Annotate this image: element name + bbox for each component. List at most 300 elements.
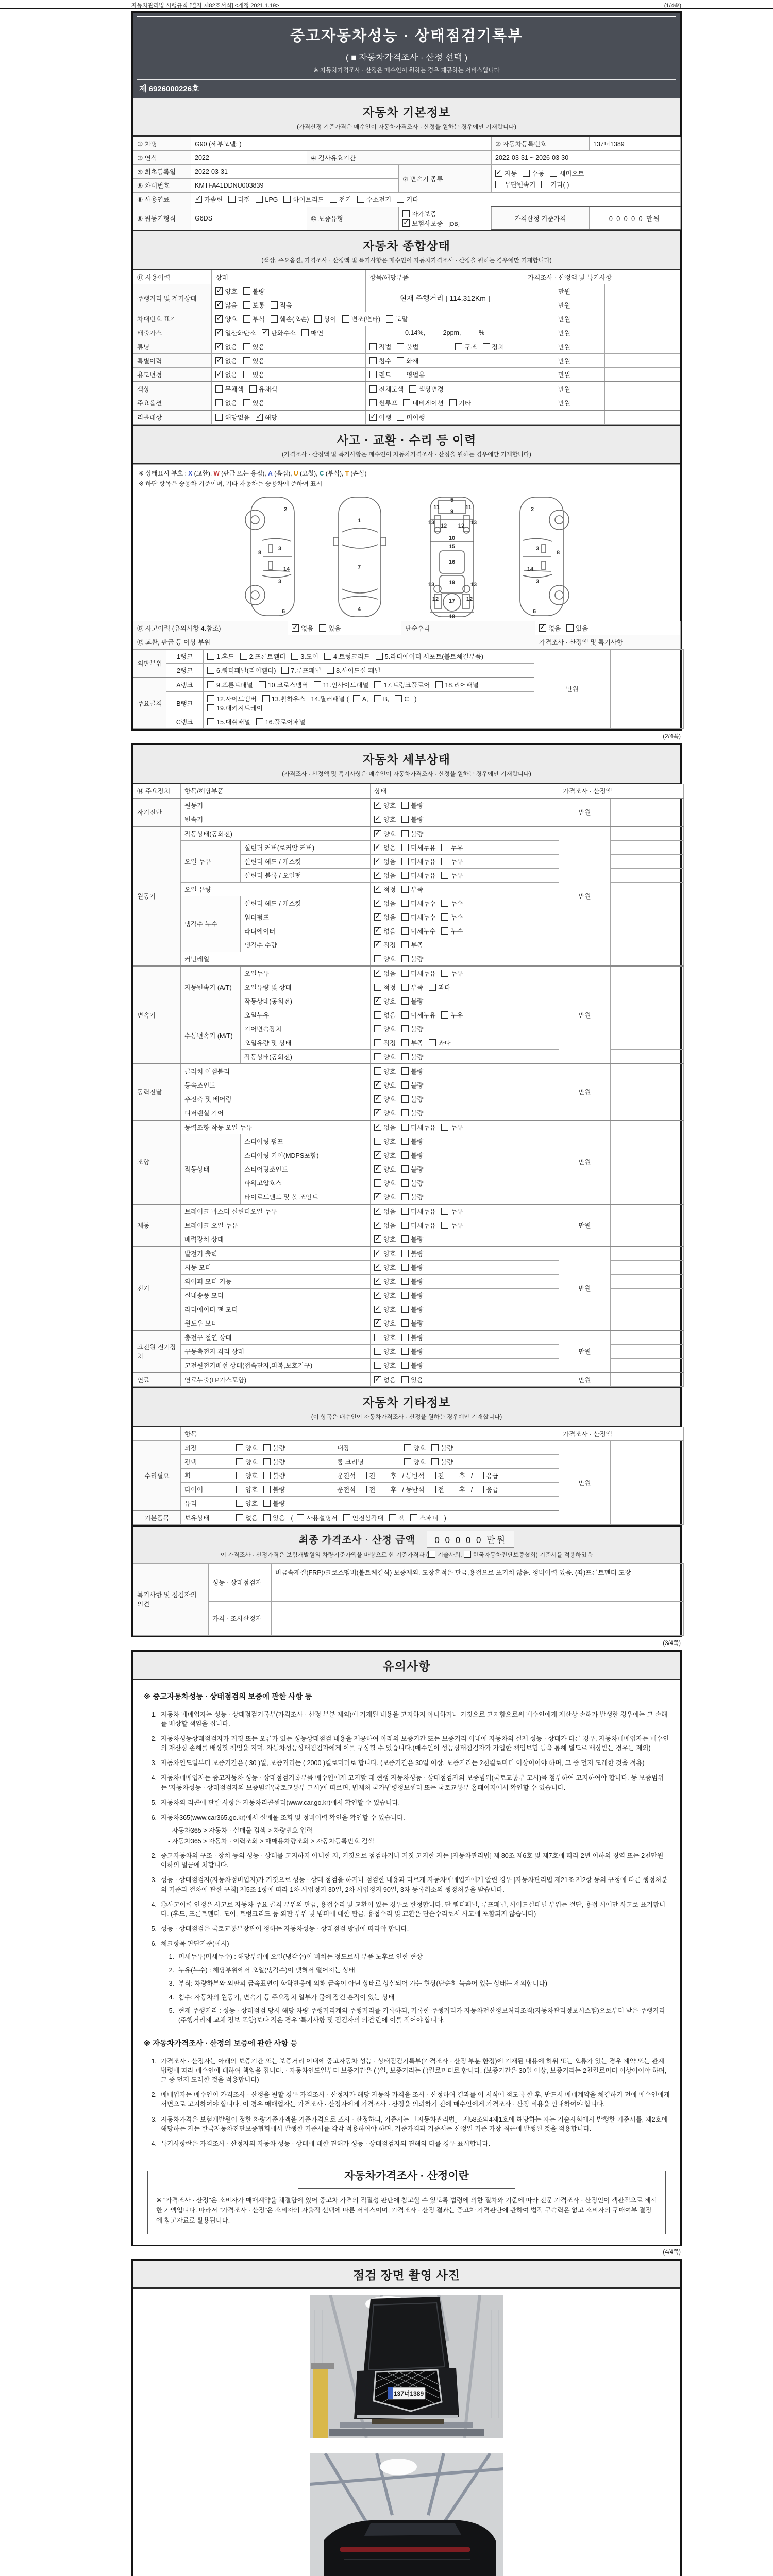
accident-history-label: ⑫ 사고이력 (유의사항 4.참조): [133, 621, 288, 635]
checkbox: [369, 385, 377, 393]
detail-row: [133, 798, 684, 812]
final-price-amount: 0 0 0 0 0 만원: [427, 1531, 514, 1548]
checkbox-label: 적음: [279, 302, 292, 309]
checkbox-label: 미이행: [406, 414, 425, 421]
status-options: [371, 1288, 559, 1302]
remark-cell: [604, 298, 680, 312]
checkbox: [283, 196, 291, 203]
checkbox: [477, 1472, 484, 1479]
checkbox-label: 누유: [450, 844, 463, 852]
checkbox-label: 응급: [486, 1486, 499, 1494]
checkbox: [327, 667, 334, 674]
diagram-part-number: 3: [535, 578, 540, 585]
vin-mark-options: [212, 312, 524, 326]
remark-cell: [611, 980, 684, 994]
checkbox-label: 전체도색: [379, 386, 404, 393]
checkbox: [401, 844, 409, 851]
row-label: 외장: [181, 1440, 232, 1454]
remark-cell: [611, 1358, 684, 1372]
notice-list1-sub: [168, 1826, 670, 1846]
checkbox-label: 불량: [252, 288, 265, 295]
table-row: [133, 326, 680, 340]
checkbox: [263, 1458, 271, 1465]
checkbox-label: 양호: [383, 1319, 396, 1327]
exchange-header: ⑬ 교환, 판금 등 이상 부위: [133, 635, 535, 649]
field-label: ⑤ 최초등록일: [133, 165, 191, 179]
checkbox: [259, 681, 266, 688]
checkbox: [410, 1514, 417, 1521]
checkbox-option: [397, 413, 425, 422]
checkbox-label: 양호: [383, 1334, 396, 1342]
checkbox-option: [401, 1221, 435, 1230]
checkbox: [401, 1376, 409, 1383]
row-label: 리콜대상: [133, 410, 212, 425]
checkbox-option: [215, 398, 237, 408]
checkbox-option: [401, 1164, 423, 1174]
checkbox: [401, 1193, 409, 1200]
checkbox-label: 불량: [411, 1250, 424, 1258]
remark-cell: [611, 812, 684, 826]
checkbox: [374, 1109, 381, 1116]
checkbox-label: 불량: [411, 1264, 424, 1272]
checkbox-option: [374, 1080, 396, 1090]
checkbox-label: 양호: [383, 1095, 396, 1103]
first-registration-value: 2022-03-31: [191, 165, 399, 179]
checkbox: [401, 1179, 409, 1187]
price-cell: 만원: [524, 312, 605, 326]
checkbox-label: 불량: [273, 1486, 285, 1494]
checkbox: [441, 1222, 448, 1229]
part-label: 스티어링조인트: [241, 1162, 371, 1176]
checkbox-label: 변조(변타): [351, 316, 381, 323]
checkbox-label: 적정: [383, 941, 396, 949]
checkbox: [374, 1376, 381, 1383]
checkbox-label: 과다: [438, 1039, 451, 1047]
remark-cell: [604, 312, 680, 326]
notice-list3: [143, 2057, 670, 2148]
checkbox-label: 18.리어패널: [445, 681, 479, 689]
checkbox-option: [243, 370, 265, 379]
roomclean-options: [400, 1454, 559, 1468]
detail-row: [133, 1120, 684, 1134]
checkbox-option: [374, 680, 430, 689]
field-label: ⑨ 원동기형식: [133, 207, 191, 230]
checkbox-option: [215, 356, 237, 365]
field-label: ① 차명: [133, 137, 191, 151]
remark-cell: [611, 1078, 684, 1092]
checkbox-option: [207, 694, 257, 703]
checkbox-label: 응급: [486, 1472, 499, 1480]
part-label: 작동상태(공회전): [181, 826, 371, 841]
notice-item: [161, 2006, 670, 2025]
checkbox-option: [314, 314, 336, 324]
checkbox-option: [441, 926, 463, 936]
repair-needed-label: 수리필요: [133, 1440, 181, 1511]
checkbox-option: [403, 398, 443, 408]
checkbox-option: [401, 969, 435, 978]
checkbox-option: [401, 1347, 423, 1356]
checkbox-option: [401, 940, 423, 950]
other-info-table: [133, 1427, 684, 1525]
checkbox-option: [401, 1249, 423, 1258]
legend-desc: (판금 또는 용접): [221, 470, 265, 477]
section-subtitle: (가격산정 기준가격은 매수인이 자동차가격조사 · 산정을 원하는 경우에만 기재합니다): [297, 124, 516, 130]
checkbox-label: 누유: [450, 1208, 463, 1215]
checkbox: [215, 357, 223, 364]
checkbox-option: [477, 1471, 498, 1480]
checkbox: [495, 170, 502, 177]
checkbox: [374, 1179, 381, 1187]
checkbox-label: 미세누유: [411, 1208, 436, 1215]
checkbox-option: [401, 1192, 423, 1201]
checkbox: [401, 970, 409, 977]
notice-item-text: 자동차의 리콜에 관한 사항은 자동차리콜센터(www.car.go.kr)에서 확인할 수 있습니다.: [161, 1799, 400, 1806]
price-cell: 만원: [524, 382, 605, 396]
checkbox: [243, 399, 250, 406]
part-label: 냉각수 수량: [241, 938, 371, 952]
col-header: 상태: [371, 784, 559, 798]
status-options: [371, 882, 559, 896]
checkbox-label: A,: [362, 695, 368, 703]
checkbox-label: 부족: [411, 1039, 424, 1047]
checkbox: [374, 1138, 381, 1145]
checkbox-option: [243, 314, 265, 324]
checkbox-label: 10.크로스멤버: [267, 681, 308, 689]
section-comprehensive: [133, 230, 680, 270]
checkbox-label: 양호: [383, 997, 396, 1005]
notice-item: [161, 1952, 670, 1961]
checkbox: [386, 315, 393, 323]
checkbox-label: 누유: [450, 1124, 463, 1131]
checkbox: [330, 196, 337, 203]
checkbox-option: [401, 982, 423, 992]
diagram-part-number: 1: [357, 517, 361, 524]
diagram-part-number: 13: [428, 581, 435, 588]
checkbox: [263, 1486, 271, 1493]
polish-options: [232, 1454, 333, 1468]
checkbox-label: 11.인사이드패널: [323, 681, 369, 689]
checkbox-option: [291, 652, 318, 661]
checkbox: [374, 1053, 381, 1060]
checkbox-option: [523, 168, 544, 178]
checkbox-label: 전: [369, 1472, 376, 1480]
accident-history-table: [133, 621, 681, 649]
checkbox-option: [441, 857, 463, 866]
inspection-photo-rear: [133, 2447, 680, 2576]
notice-list1: [143, 1710, 670, 1822]
checkbox-label: 렌트: [379, 371, 392, 379]
checkbox: [374, 1362, 381, 1369]
status-options: [371, 1120, 559, 1134]
checkbox-label: 적정: [383, 886, 396, 893]
status-options: [371, 980, 559, 994]
checkbox-option: [243, 286, 265, 296]
notices-body: [133, 1680, 680, 2159]
checkbox-label: 양호: [383, 1067, 396, 1075]
price-cell: [524, 410, 605, 425]
checkbox-option: [374, 1318, 396, 1328]
checkbox-label: 불량: [411, 1362, 424, 1369]
segment-text: (: [291, 1514, 293, 1522]
diagram-part-number: 13: [428, 519, 435, 526]
checkbox-label: 사용설명서: [306, 1514, 338, 1522]
checkbox: [431, 1458, 439, 1465]
checkbox-option: [374, 1375, 396, 1384]
checkbox-label: 적정: [383, 1039, 396, 1047]
checkbox-option: [215, 342, 237, 351]
notice-item-number: 3.: [169, 1980, 174, 1988]
checkbox: [401, 1138, 409, 1145]
checkbox: [374, 1264, 381, 1271]
checkbox-label: 적정: [383, 984, 396, 991]
remark-cell: [611, 1120, 684, 1134]
checkbox-option: [240, 652, 286, 661]
checkbox: [428, 1551, 435, 1558]
checkbox-label: 무채색: [225, 386, 244, 393]
checkbox-option: [374, 1207, 396, 1216]
remark-cell: [611, 1148, 684, 1162]
section-subtitle: (색상, 주요옵션, 가격조사 · 산정액 및 특기사항은 매수인이 자동차가격조사 · 산정을 원하는 경우에만 기재합니다): [261, 258, 552, 264]
checkbox-option: [410, 1513, 438, 1522]
checkbox-label: 훼손(오손): [279, 316, 309, 323]
sub-group-label: 냉각수 누수: [181, 896, 241, 952]
diagram-part-number: 7: [357, 564, 361, 570]
price-cell: 만원: [524, 396, 605, 411]
table-header-row: [133, 784, 684, 798]
table-row: [133, 382, 680, 396]
legend-note: ※ 하단 항목은 승용차 기준이며, 기타 자동차는 승용차에 준하여 표시: [139, 480, 323, 488]
checkbox: [215, 371, 223, 378]
main-option-options: [212, 396, 366, 411]
checkbox-label: 양호: [413, 1444, 426, 1452]
checkbox-option: [215, 328, 256, 337]
remark-cell: [604, 326, 680, 340]
checkbox-option: [369, 384, 404, 394]
document-subtitle: ( ■ 자동차가격조사 · 산정 선택 ): [345, 53, 468, 62]
notice-item-number: 1.: [151, 1710, 157, 1718]
checkbox-label: 15.대쉬패널: [216, 718, 250, 726]
checkbox: [215, 414, 223, 421]
pricing-box-body: ※ "가격조사 · 산정"은 소비자가 매매계약을 체결함에 있어 중고차 가격의 적절성 판단에 참고할 수 있도록 법령에 의한 절차와 기준에 따라 전문 가격조사 · 산정인이 객관적으로 제시한 가액입니다. 따라서 "가격조사 · 산정"은 소비자의 자율적 선택에 따른 서비스이며, 가격조사 · 산정 결과는 중고차 가격판단에 관하여 법적 구속력은 없고 소비자의 구매여부 결정에 참고자료로 활용됩니다.: [156, 2196, 657, 2224]
checkbox-label: 양호: [383, 1151, 396, 1159]
detail-row: [133, 1330, 684, 1345]
table-row: [133, 410, 680, 425]
part-label: 배력장치 상태: [181, 1232, 371, 1246]
legend-desc: (요철): [299, 470, 316, 477]
checkbox-option: [431, 1443, 453, 1452]
sub-group-label: 작동상태: [181, 1134, 241, 1204]
part-label: 스티어링 기어(MDPS포함): [241, 1148, 371, 1162]
status-options: [371, 1176, 559, 1190]
status-options: [371, 1274, 559, 1288]
outer-panel-label: 외판부위: [133, 649, 166, 677]
section-title: 자동차 종합상태: [363, 239, 450, 252]
checkbox-option: [256, 196, 278, 204]
section-subtitle: (가격조사 · 산정액 및 특기사항은 매수인이 자동차가격조사 · 산정을 원하는 경우에만 기재합니다): [282, 452, 531, 458]
inspector-opinion-text: 비금속재질(FRP)/크로스멤버(볼트체결식) 보증제외. 도장흔적은 판금,용접으로 표기치 않음. 정비이력 있음. (좌)프론트펜더 도장: [272, 1563, 684, 1601]
checkbox-option: [374, 1291, 396, 1300]
checkbox-option: [401, 1123, 435, 1132]
checkbox-option: [539, 623, 561, 633]
checkbox: [404, 1458, 411, 1465]
emission-options: [212, 326, 366, 340]
transmission-options: [492, 165, 681, 193]
remark-cell: [611, 896, 684, 910]
remark-cell: [611, 882, 684, 896]
checkbox: [441, 1208, 448, 1215]
checkbox-option: [207, 680, 253, 689]
part-label: 윈도우 모터: [181, 1316, 371, 1330]
checkbox: [431, 1444, 439, 1451]
basic-info-table: [133, 137, 681, 230]
form-law-reference: 자동차관리법 시행규칙 [별지 제82호서식] <개정 2021.1.19>: [131, 3, 279, 9]
checkbox-label: 17.트렁크플로어: [383, 681, 430, 689]
table-row: [133, 621, 681, 635]
checkbox-label: 미세누유: [411, 844, 436, 852]
checkbox: [455, 343, 462, 350]
legend-desc: (부식): [325, 470, 342, 477]
checkbox: [429, 984, 436, 991]
checkbox-label: 미세누유: [411, 1222, 436, 1229]
notice-item: [161, 1979, 670, 1988]
notice-item: [143, 2057, 670, 2084]
checkbox-option: [541, 180, 569, 189]
checkbox: [374, 1278, 381, 1285]
rank-label: B랭크: [166, 691, 204, 715]
basic-items-options: [232, 1511, 559, 1525]
diagram-part-number: 9: [450, 508, 454, 515]
diagram-part-number: 4: [357, 606, 361, 613]
part-label: 라디에이터 팬 모터: [181, 1302, 371, 1316]
table-row: [133, 1601, 684, 1635]
diagram-part-number: 3: [278, 545, 282, 552]
checkbox: [401, 1053, 409, 1060]
usage-change-options: [212, 368, 366, 382]
table-row: [133, 354, 680, 368]
checkbox: [381, 1472, 388, 1479]
checkbox-label: 자동: [505, 170, 517, 177]
section-title: 사고 · 교환 · 수리 등 이력: [337, 433, 477, 447]
checkbox: [301, 329, 309, 336]
checkbox-label: 불량: [411, 1193, 424, 1201]
checkbox: [441, 900, 448, 907]
table-row: [133, 151, 681, 165]
field-label: ③ 연식: [133, 151, 191, 165]
checkbox-label: 미세누수: [411, 927, 436, 935]
checkbox-option: [401, 1263, 423, 1272]
checkbox: [271, 301, 278, 309]
checkbox-option: [236, 1499, 258, 1508]
page-number-4: (4/4쪽): [663, 2249, 681, 2256]
notice-item-text: 자동차365(www.car365.go.kr)에서 실매물 조회 및 정비이력 확인을 확인할 수 있습니다.: [161, 1814, 405, 1821]
notice-item-text: ⑫사고이력 인정은 사고로 자동차 주요 골격 부위의 판금, 용접수리 및 교환이 있는 경우로 한정합니다. 단 쿼터패널, 루프패널, 사이드실패널 부위는 절단, 용접 시에만 사고로 표기합니다. (후드, 프론트펜더, 도어, 트렁크리드 등 외판 부위 및 범퍼에 대한 판금, 용접수리 및 교환은 단순수리로서 사고에 포함되지 않습니다): [161, 1901, 666, 1918]
checkbox-option: [236, 1457, 258, 1466]
checkbox-label: 있음: [252, 358, 265, 365]
part-label: 등속조인트: [181, 1078, 371, 1092]
checkbox: [262, 695, 270, 702]
checkbox-label: 있음: [252, 344, 265, 351]
checkbox-option: [441, 843, 463, 852]
row-label: 색상: [133, 382, 212, 396]
checkbox-label: 불량: [411, 1025, 424, 1033]
checkbox-option: [342, 314, 381, 324]
remark-cell: [611, 952, 684, 966]
remark-cell: [611, 966, 684, 980]
checkbox: [441, 970, 448, 977]
device-group-label: 조향: [133, 1120, 181, 1204]
diagram-part-number: 12: [440, 522, 447, 529]
checkbox: [256, 718, 263, 725]
checkbox: [374, 955, 381, 962]
checkbox: [360, 1472, 367, 1479]
checkbox: [374, 858, 381, 865]
notice-item-number: 4.: [169, 1993, 174, 2001]
checkbox: [374, 1039, 381, 1046]
checkbox-option: [297, 1513, 337, 1522]
remark-cell: [611, 1008, 684, 1022]
checkbox: [477, 1486, 484, 1493]
checkbox: [401, 1025, 409, 1032]
checkbox-label: 양호: [383, 1292, 396, 1299]
checkbox-option: [256, 413, 277, 422]
simple-repair-label: 단순수리: [401, 621, 535, 635]
checkbox-option: [429, 1471, 444, 1480]
row-label: 휠: [181, 1468, 232, 1482]
section-title: 자동차 기타정보: [363, 1395, 450, 1409]
status-options: [371, 1022, 559, 1036]
part-label: 디퍼렌셜 기어: [181, 1106, 371, 1120]
title-band: [133, 13, 680, 98]
checkbox: [429, 1486, 436, 1493]
checkbox-option: [374, 1347, 396, 1356]
checkbox-label: 부족: [411, 984, 424, 991]
checkbox-label: 영업용: [406, 371, 425, 379]
detail-row: [133, 966, 684, 980]
top-rule: [0, 8, 773, 9]
checkbox-option: [374, 969, 396, 978]
part-label: 발전기 출력: [181, 1246, 371, 1261]
checkbox: [401, 1292, 409, 1299]
page-number-1: (1/4쪽): [664, 3, 681, 9]
price-cell: 만원: [559, 1246, 611, 1330]
checkbox-option: [441, 1207, 463, 1216]
checkbox: [357, 196, 364, 203]
part-label: 시동 모터: [181, 1260, 371, 1274]
checkbox-option: [228, 195, 250, 204]
wheel-options: [232, 1468, 333, 1482]
checkbox-option: [369, 398, 397, 408]
checkbox-label: 양호: [383, 1264, 396, 1272]
checkbox-option: [402, 218, 443, 228]
part-label: 오일유량 및 상태: [241, 1036, 371, 1049]
checkbox-option: [327, 666, 380, 675]
checkbox: [207, 704, 214, 711]
checkbox-option: [402, 209, 436, 218]
checkbox-option: [374, 1038, 396, 1047]
car-damage-diagram: [133, 493, 680, 621]
segment-text: /: [470, 1472, 473, 1480]
tuning-options: [212, 340, 366, 354]
remark-cell: [611, 1274, 684, 1288]
final-price-band: [133, 1525, 680, 1563]
checkbox: [401, 816, 409, 823]
checkbox-option: [431, 1457, 453, 1466]
part-label: 연료누출(LP가스포함): [181, 1372, 371, 1387]
checkbox: [374, 997, 381, 1005]
checkbox-label: 없음: [548, 624, 561, 632]
checkbox-label: 불량: [411, 1095, 424, 1103]
notice-item: [143, 1939, 670, 1948]
